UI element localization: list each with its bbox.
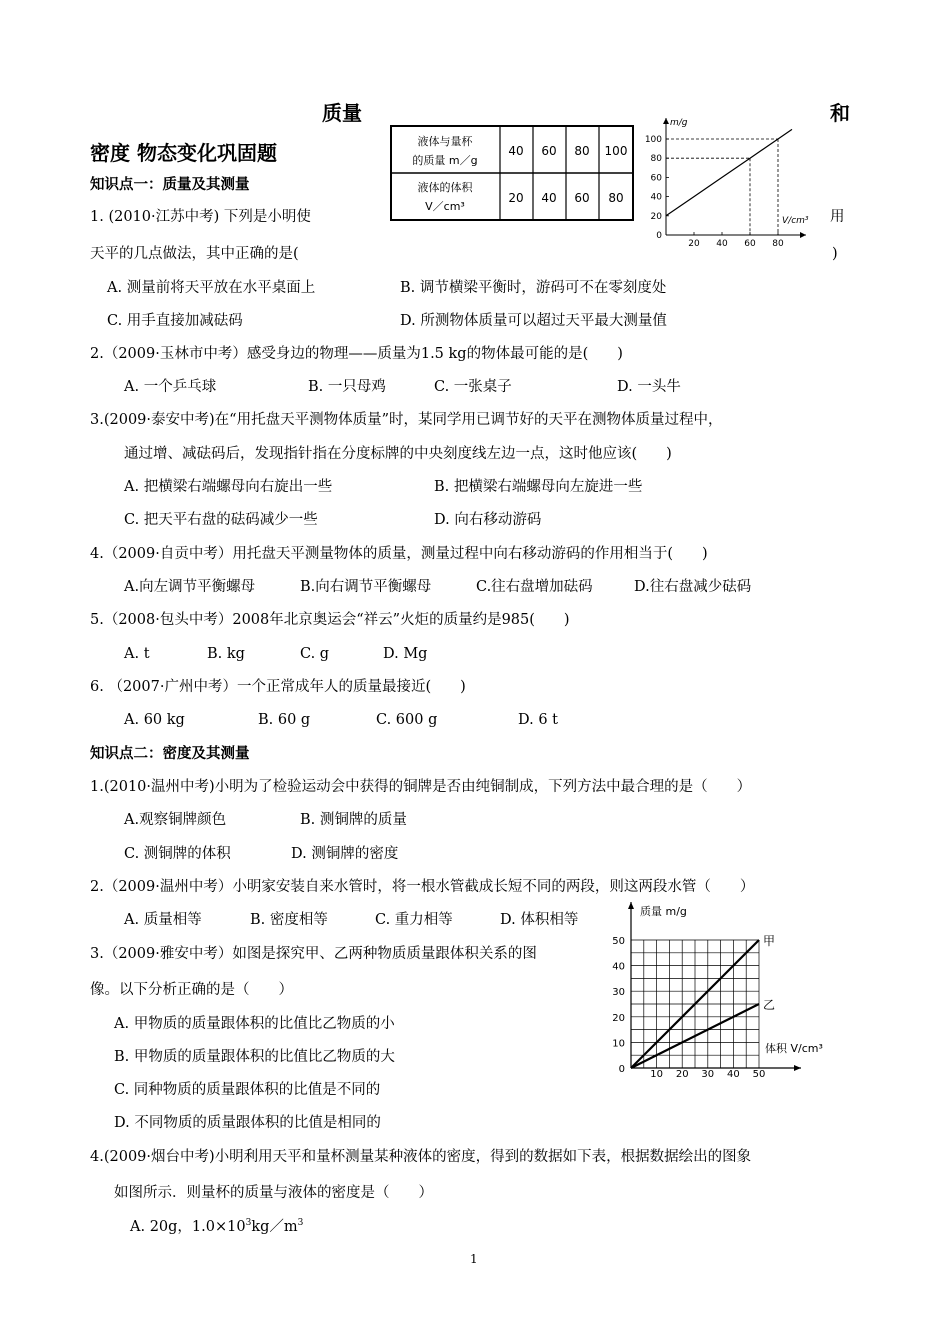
table-row2-label-a: 液体的体积 bbox=[417, 181, 473, 194]
s1q4-opt-d: D.往右盘减少砝码 bbox=[634, 579, 752, 595]
s1q5-stem: 5.（2008·包头中考）2008年北京奥运会“祥云”火炬的质量约是985( ) bbox=[90, 612, 570, 628]
title-part2: 和 bbox=[830, 101, 850, 125]
s2q4-stem-b: 如图所示．则量杯的质量与液体的密度是（ ） bbox=[114, 1185, 433, 1201]
s2q4-opt-a-post: kg／m bbox=[251, 1219, 298, 1235]
s2q3-stem-a: 3.（2009·雅安中考）如图是探究甲、乙两种物质质量跟体积关系的图 bbox=[90, 946, 537, 962]
section1-heading: 知识点一：质量及其测量 bbox=[90, 177, 250, 193]
s2q1-opt-c: C. 测铜牌的体积 bbox=[124, 846, 231, 862]
y-tick-label: 20 bbox=[650, 211, 662, 222]
s1q4-opt-a: A.向左调节平衡螺母 bbox=[124, 579, 256, 595]
s1q5-opt-d: D. Mg bbox=[383, 646, 428, 662]
s1q5-opt-a: A. t bbox=[124, 646, 150, 662]
x-axis-label: V/cm³ bbox=[782, 216, 809, 226]
s1q6-opt-c: C. 600 g bbox=[376, 712, 438, 728]
title-part1: 质量 bbox=[322, 101, 362, 125]
s2q3-stem-b: 像。以下分析正确的是（ ） bbox=[90, 982, 293, 998]
x-tick-label: 80 bbox=[772, 239, 784, 249]
s1q4-opt-b: B.向右调节平衡螺母 bbox=[300, 579, 432, 595]
jia-yi-chart bbox=[605, 898, 840, 1080]
y-tick-label: 50 bbox=[612, 936, 625, 947]
s2q1-opt-d: D. 测铜牌的密度 bbox=[291, 846, 399, 862]
s2q4-opt-a bbox=[130, 1218, 303, 1236]
s1q2-opt-a: A. 一个乒乓球 bbox=[124, 379, 217, 395]
table-row1-cell: 80 bbox=[574, 144, 590, 158]
x-tick-label: 40 bbox=[727, 1069, 740, 1080]
x-axis-label: 体积 V/cm³ bbox=[765, 1042, 823, 1055]
s1q5-opt-b: B. kg bbox=[207, 646, 245, 662]
s2q1-opt-a: A.观察铜牌颜色 bbox=[124, 812, 227, 828]
s2q3-opt-d: D. 不同物质的质量跟体积的比值是相同的 bbox=[114, 1115, 381, 1131]
s2q2-opt-c: C. 重力相等 bbox=[375, 912, 453, 928]
s1q3-opt-c: C. 把天平右盘的砝码减少一些 bbox=[124, 512, 318, 528]
x-axis-arrow bbox=[800, 232, 806, 238]
page-number: 1 bbox=[470, 1252, 478, 1266]
s2q2-opt-a: A. 质量相等 bbox=[124, 912, 202, 928]
s1q2-opt-c: C. 一张桌子 bbox=[434, 379, 512, 395]
series-label-jia: 甲 bbox=[763, 934, 776, 948]
s2q1-stem: 1.(2010·温州中考)小明为了检验运动会中获得的铜牌是否由纯铜制成，下列方法中最合理的是（ ） bbox=[90, 779, 752, 795]
y-axis-arrow bbox=[628, 902, 634, 909]
s2q4-opt-a-pre: A. 20g，1.0×10 bbox=[130, 1219, 246, 1235]
y-tick-label: 60 bbox=[650, 173, 662, 184]
x-tick-label: 30 bbox=[701, 1069, 715, 1080]
y-tick-label: 40 bbox=[650, 192, 662, 203]
series-label-yi: 乙 bbox=[763, 998, 776, 1012]
s1q5-opt-c: C. g bbox=[300, 646, 330, 662]
s2q3-opt-a: A. 甲物质的质量跟体积的比值比乙物质的小 bbox=[114, 1016, 395, 1032]
y-tick-label: 0 bbox=[656, 231, 662, 241]
x-axis-arrow bbox=[794, 1065, 801, 1071]
y-axis-label: m/g bbox=[670, 118, 688, 128]
s2q1-opt-b: B. 测铜牌的质量 bbox=[300, 812, 407, 828]
table-row1-label-b: 的质量 m／g bbox=[412, 154, 478, 167]
table-row2-cell: 40 bbox=[541, 191, 557, 205]
table-row1-cell: 100 bbox=[604, 144, 628, 158]
x-tick-label: 60 bbox=[744, 239, 756, 249]
s1q6-opt-b: B. 60 g bbox=[258, 712, 311, 728]
table-row2-cell: 20 bbox=[508, 191, 524, 205]
s2q3-opt-b: B. 甲物质的质量跟体积的比值比乙物质的大 bbox=[114, 1049, 395, 1065]
s2q2-opt-b: B. 密度相等 bbox=[250, 912, 328, 928]
s1q1-stem-a: 1. (2010·江苏中考) 下列是小明使 bbox=[90, 209, 311, 225]
x-tick-label: 20 bbox=[675, 1069, 689, 1080]
s1q1-opt-d: D. 所测物体质量可以超过天平最大测量值 bbox=[400, 313, 667, 329]
x-tick-label: 20 bbox=[688, 239, 700, 249]
s1q2-opt-b: B. 一只母鸡 bbox=[308, 379, 386, 395]
table-row1-cell: 60 bbox=[541, 144, 557, 158]
s1q6-opt-d: D. 6 t bbox=[518, 712, 558, 728]
s1q3-stem-a: 3.(2009·泰安中考)在“用托盘天平测物体质量”时，某同学用已调节好的天平在测物体质量过程中， bbox=[90, 412, 723, 428]
s1q2-opt-d: D. 一头牛 bbox=[617, 379, 681, 395]
s1q4-opt-c: C.往右盘增加砝码 bbox=[476, 579, 593, 595]
s2q4-opt-a-exp2: 3 bbox=[297, 1218, 304, 1229]
s1q3-stem-b: 通过增、减砝码后，发现指针指在分度标牌的中央刻度线左边一点，这时他应该( ) bbox=[124, 446, 672, 462]
s1q6-stem: 6. （2007·广州中考）一个正常成年人的质量最接近( ) bbox=[90, 679, 466, 695]
table-row1-label-a: 液体与量杯 bbox=[417, 135, 473, 148]
s2q2-stem: 2.（2009·温州中考）小明家安装自来水管时，将一根水管截成长短不同的两段，则这两段水管（ ） bbox=[90, 879, 755, 895]
y-tick-label: 80 bbox=[650, 154, 662, 165]
y-tick-label: 20 bbox=[612, 1012, 625, 1024]
s1q1-stem-d: ) bbox=[832, 246, 838, 262]
s2q4-opt-a-exp: 3 bbox=[245, 1218, 252, 1229]
x-tick-label: 50 bbox=[752, 1069, 766, 1080]
y-tick-label: 0 bbox=[618, 1064, 625, 1075]
y-tick-label: 30 bbox=[612, 987, 625, 999]
s2q4-stem-a: 4.(2009·烟台中考)小明利用天平和量杯测量某种液体的密度，得到的数据如下表，根据数据绘出的图象 bbox=[90, 1149, 752, 1165]
s1q4-stem: 4.（2009·自贡中考）用托盘天平测量物体的质量，测量过程中向右移动游码的作用相当于( ) bbox=[90, 546, 708, 562]
s1q1-opt-a: A. 测量前将天平放在水平桌面上 bbox=[107, 280, 316, 296]
s1q6-opt-a: A. 60 kg bbox=[124, 712, 185, 728]
x-tick-label: 40 bbox=[716, 239, 728, 249]
s1q3-opt-a: A. 把横梁右端螺母向右旋出一些 bbox=[124, 479, 333, 495]
section2-heading: 知识点二：密度及其测量 bbox=[90, 746, 250, 762]
s2q2-opt-d: D. 体积相等 bbox=[500, 912, 579, 928]
liquid-data-table bbox=[390, 125, 634, 221]
s1q2-stem: 2.（2009·玉林市中考）感受身边的物理——质量为1.5 kg的物体最可能的是( ) bbox=[90, 346, 623, 362]
y-tick-label: 40 bbox=[612, 961, 625, 973]
mass-volume-chart bbox=[640, 112, 820, 252]
y-axis-arrow bbox=[663, 118, 669, 124]
y-axis-label: 质量 m/g bbox=[640, 905, 687, 918]
table-row1-cell: 40 bbox=[508, 144, 524, 158]
table-row2-cell: 60 bbox=[574, 191, 590, 205]
y-tick-label: 100 bbox=[644, 135, 662, 145]
series-line bbox=[666, 129, 792, 215]
s1q1-opt-c: C. 用手直接加减砝码 bbox=[107, 313, 243, 329]
s1q3-opt-d: D. 向右移动游码 bbox=[434, 512, 542, 528]
s1q1-stem-c: 天平的几点做法，其中正确的是( bbox=[90, 246, 299, 262]
title-line2: 密度 物态变化巩固题 bbox=[90, 141, 277, 165]
table-row2-cell: 80 bbox=[608, 191, 624, 205]
x-tick-label: 10 bbox=[650, 1069, 663, 1080]
s2q3-opt-c: C. 同种物质的质量跟体积的比值是不同的 bbox=[114, 1082, 381, 1098]
s1q1-opt-b: B. 调节横梁平衡时，游码可不在零刻度处 bbox=[400, 280, 667, 296]
s1q1-stem-b: 用 bbox=[830, 209, 845, 225]
s1q3-opt-b: B. 把横梁右端螺母向左旋进一些 bbox=[434, 479, 643, 495]
table-row2-label-b: V／cm³ bbox=[425, 200, 465, 213]
y-tick-label: 10 bbox=[612, 1038, 625, 1050]
